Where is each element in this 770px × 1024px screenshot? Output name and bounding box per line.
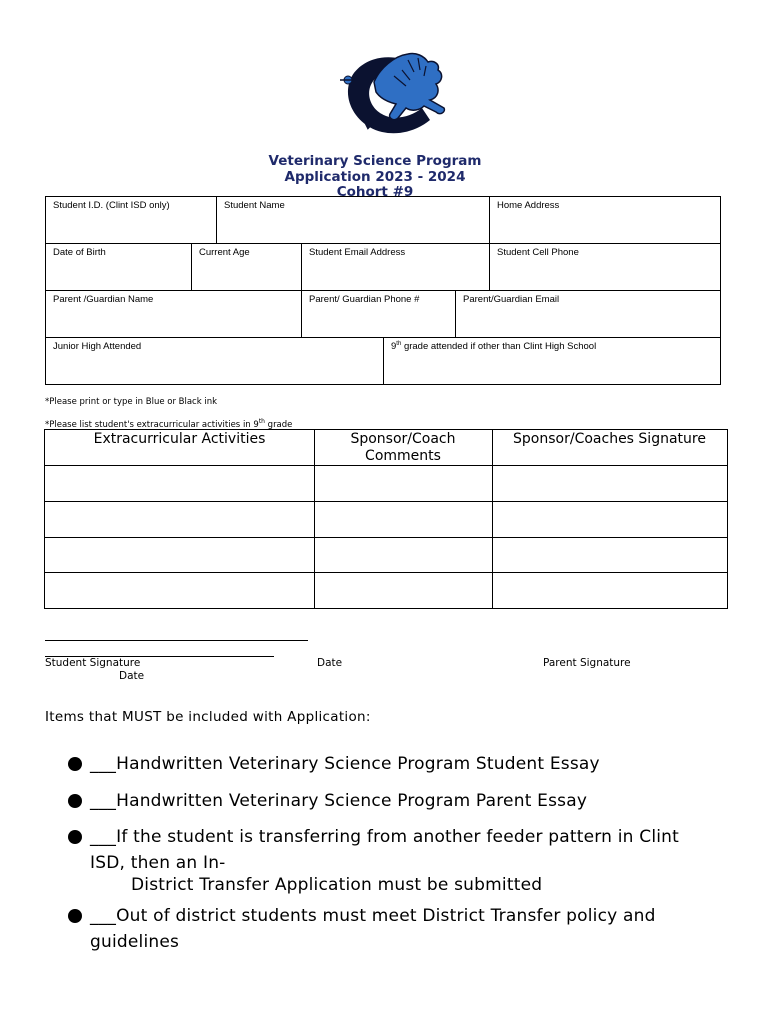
student-id-label: Student I.D. (Clint ISD only) — [53, 200, 170, 211]
activity-row-3[interactable] — [45, 538, 727, 572]
clint-lion-logo — [334, 46, 450, 138]
title-line-1: Veterinary Science Program — [268, 154, 482, 169]
activities-column-header: Extracurricular Activities — [93, 431, 266, 447]
ninth-grade-label: 9th grade attended if other than Clint High School — [391, 341, 597, 353]
student-cell-phone-label: Student Cell Phone — [497, 247, 579, 258]
student-signature-label: Student Signature — [45, 657, 141, 669]
date-of-birth-label: Date of Birth — [53, 247, 106, 258]
required-item-transfer-application: ___If the student is transferring from another feeder pattern in Clint ISD, then an In- District Transfer Application must be submitted — [90, 827, 680, 895]
parent-name-label: Parent /Guardian Name — [53, 294, 154, 305]
activity-row-2[interactable] — [45, 502, 727, 537]
student-name-label: Student Name — [224, 200, 285, 211]
parent-phone-label: Parent/ Guardian Phone # — [309, 294, 420, 305]
parent-signature-label: Parent Signature — [543, 657, 631, 669]
required-item-district-transfer-policy: ___Out of district students must meet District Transfer policy and guidelines — [90, 906, 656, 952]
required-items-heading: Items that MUST be included with Application: — [45, 709, 371, 725]
activities-table — [44, 429, 728, 609]
required-item-parent-essay: ___Handwritten Veterinary Science Program Parent Essay — [90, 791, 588, 811]
student-cell-phone-cell[interactable] — [490, 244, 720, 291]
ninth-grade-cell[interactable] — [384, 338, 720, 384]
parent-name-cell[interactable] — [46, 291, 302, 338]
sponsor-signature-column-header: Sponsor/Coaches Signature — [513, 431, 706, 447]
bullet-icon — [68, 909, 82, 923]
required-item-student-essay: ___Handwritten Veterinary Science Program Student Essay — [90, 754, 600, 774]
student-name-cell[interactable] — [217, 197, 490, 244]
parent-email-cell[interactable] — [456, 291, 720, 338]
date-of-birth-cell[interactable] — [46, 244, 192, 291]
activity-row-4[interactable] — [45, 573, 727, 608]
student-signature-line[interactable] — [45, 640, 308, 641]
bullet-icon — [68, 830, 82, 844]
activities-note: *Please list student's extracurricular activities in 9th grade — [45, 418, 293, 430]
junior-high-cell[interactable] — [46, 338, 384, 384]
home-address-label: Home Address — [497, 200, 560, 211]
current-age-label: Current Age — [199, 247, 250, 258]
student-email-cell[interactable] — [302, 244, 490, 291]
student-id-cell[interactable] — [46, 197, 217, 244]
title-line-2: Application 2023 - 2024 — [284, 168, 466, 185]
junior-high-label: Junior High Attended — [53, 341, 142, 352]
ink-note: *Please print or type in Blue or Black ink — [45, 397, 218, 407]
parent-email-label: Parent/Guardian Email — [463, 294, 560, 305]
student-info-table — [45, 196, 721, 385]
student-email-label: Student Email Address — [309, 247, 406, 258]
sponsor-comments-column-header: Sponsor/Coach Comments — [350, 431, 456, 464]
activity-row-1[interactable] — [45, 466, 727, 501]
bullet-icon — [68, 794, 82, 808]
current-age-cell[interactable] — [192, 244, 302, 291]
date-label-2: Date — [119, 670, 145, 682]
date-label-1: Date — [317, 657, 343, 669]
title-line-3: Cohort #9 — [336, 184, 414, 198]
parent-phone-cell[interactable] — [302, 291, 456, 338]
bullet-icon — [68, 757, 82, 771]
document-title — [250, 154, 500, 198]
home-address-cell[interactable] — [490, 197, 720, 244]
